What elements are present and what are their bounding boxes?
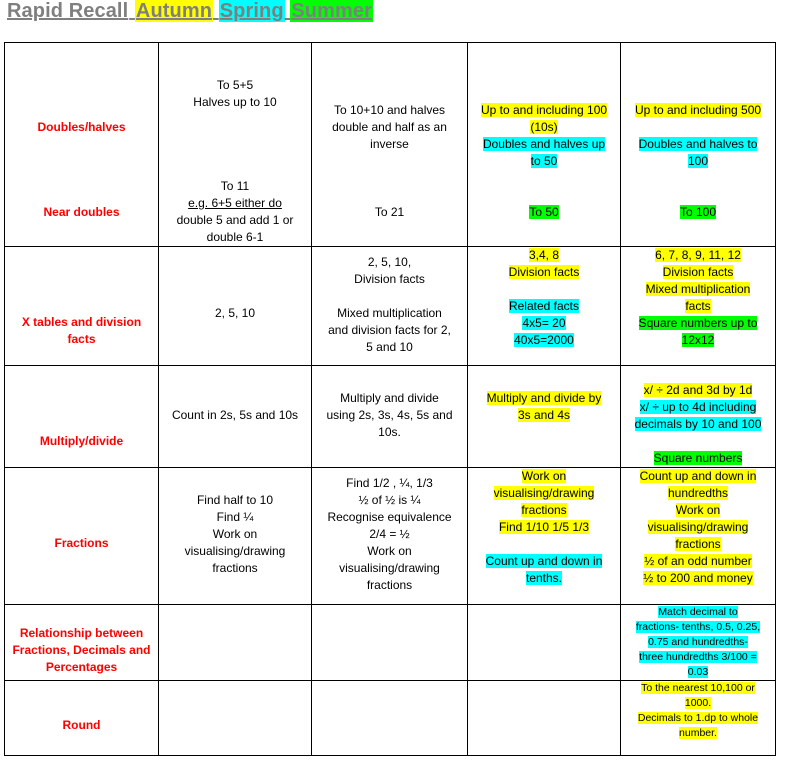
cell-xtables-col2: 2, 5, 10, Division facts Mixed multiplication and division facts for 2, 5 and 10 — [312, 247, 468, 366]
cell-doubles-col4 — [621, 43, 776, 247]
title-autumn: Autumn — [135, 0, 213, 22]
row-label-round: Round — [5, 681, 159, 756]
row-label-xtables: X tables and division facts — [5, 247, 159, 366]
doubles-col3-top: Up to and including 100 (10s) Doubles and halves up to 50 — [480, 103, 608, 168]
table-row-relationship — [5, 605, 776, 681]
doubles-col1-top: To 5+5 Halves up to 10 — [193, 78, 277, 109]
doubles-col3-bottom: To 50 — [529, 205, 559, 219]
row-label-fractions: Fractions — [5, 468, 159, 605]
cell-xtables-col4: 6, 7, 8, 9, 11, 12 Division facts Mixed multiplication facts Square numbers up to 12x12 — [621, 247, 776, 366]
doubles-col2-bottom: To 21 — [374, 205, 405, 219]
doubles-col4-bottom: To 100 — [679, 205, 717, 219]
table-row-fractions — [5, 468, 776, 605]
doubles-col1-bottom: To 11 e.g. 6+5 either do double 5 and add 1 or double 6-1 — [176, 179, 294, 244]
cell-fractions-col3: Work on visualising/drawing fractions Find 1/10 1/5 1/3 Count up and down in tenths. — [468, 468, 621, 605]
cell-relationship-col4: Match decimal to fractions- tenths, 0.5, 0.25, 0.75 and hundredths- three hundredths 3/100 = 0.03 — [621, 605, 776, 681]
cell-round-col2 — [312, 681, 468, 756]
table-row-doubles — [5, 43, 776, 247]
cell-round-col1 — [159, 681, 312, 756]
cell-fractions-col2: Find 1/2 , ¼, 1/3 ½ of ½ is ¼ Recognise equivalence 2/4 = ½ Work on visualising/drawing fractions — [312, 468, 468, 605]
cell-doubles-col2 — [312, 43, 468, 247]
title-summer: Summer — [291, 0, 372, 22]
cell-round-col3 — [468, 681, 621, 756]
cell-xtables-col1: 2, 5, 10 — [159, 247, 312, 366]
cell-multiply-col1: Count in 2s, 5s and 10s — [159, 366, 312, 468]
cell-xtables-col3: 3,4, 8 Division facts Related facts 4x5= 20 40x5=2000 — [468, 247, 621, 366]
row-label-relationship: Relationship between Fractions, Decimals and Percentages — [5, 605, 159, 681]
title-main: Rapid Recall — [7, 0, 129, 22]
cell-fractions-col4: Count up and down in hundredths Work on visualising/drawing fractions ½ of an odd number ½ to 200 and money — [621, 468, 776, 605]
table-row-multiply — [5, 366, 776, 468]
table-row-xtables — [5, 247, 776, 366]
label-doubles-halves: Doubles/halves — [37, 120, 126, 134]
cell-relationship-col2 — [312, 605, 468, 681]
cell-doubles-col1 — [159, 43, 312, 247]
cell-round-col4: To the nearest 10,100 or 1000. Decimals to 1.dp to whole number. — [621, 681, 776, 756]
title-spring: Spring — [219, 0, 284, 22]
rapid-recall-table — [4, 42, 776, 756]
cell-relationship-col1 — [159, 605, 312, 681]
cell-multiply-col2: Multiply and divide using 2s, 3s, 4s, 5s and 10s. — [312, 366, 468, 468]
doubles-col4-top: Up to and including 500 Doubles and halves to 100 — [634, 103, 762, 168]
cell-relationship-col3 — [468, 605, 621, 681]
row-label-doubles — [5, 43, 159, 247]
cell-doubles-col3 — [468, 43, 621, 247]
label-near-doubles: Near doubles — [43, 205, 120, 219]
row-label-multiply: Multiply/divide — [5, 366, 159, 468]
table-row-round — [5, 681, 776, 756]
doubles-col2-top: To 10+10 and halves double and half as an inverse — [332, 103, 447, 151]
cell-multiply-col4: x/ ÷ 2d and 3d by 1d x/ ÷ up to 4d including decimals by 10 and 100 Square numbers — [621, 366, 776, 468]
cell-multiply-col3: Multiply and divide by 3s and 4s — [468, 366, 621, 468]
page-title — [6, 0, 373, 23]
cell-fractions-col1: Find half to 10 Find ¼ Work on visualising/drawing fractions — [159, 468, 312, 605]
